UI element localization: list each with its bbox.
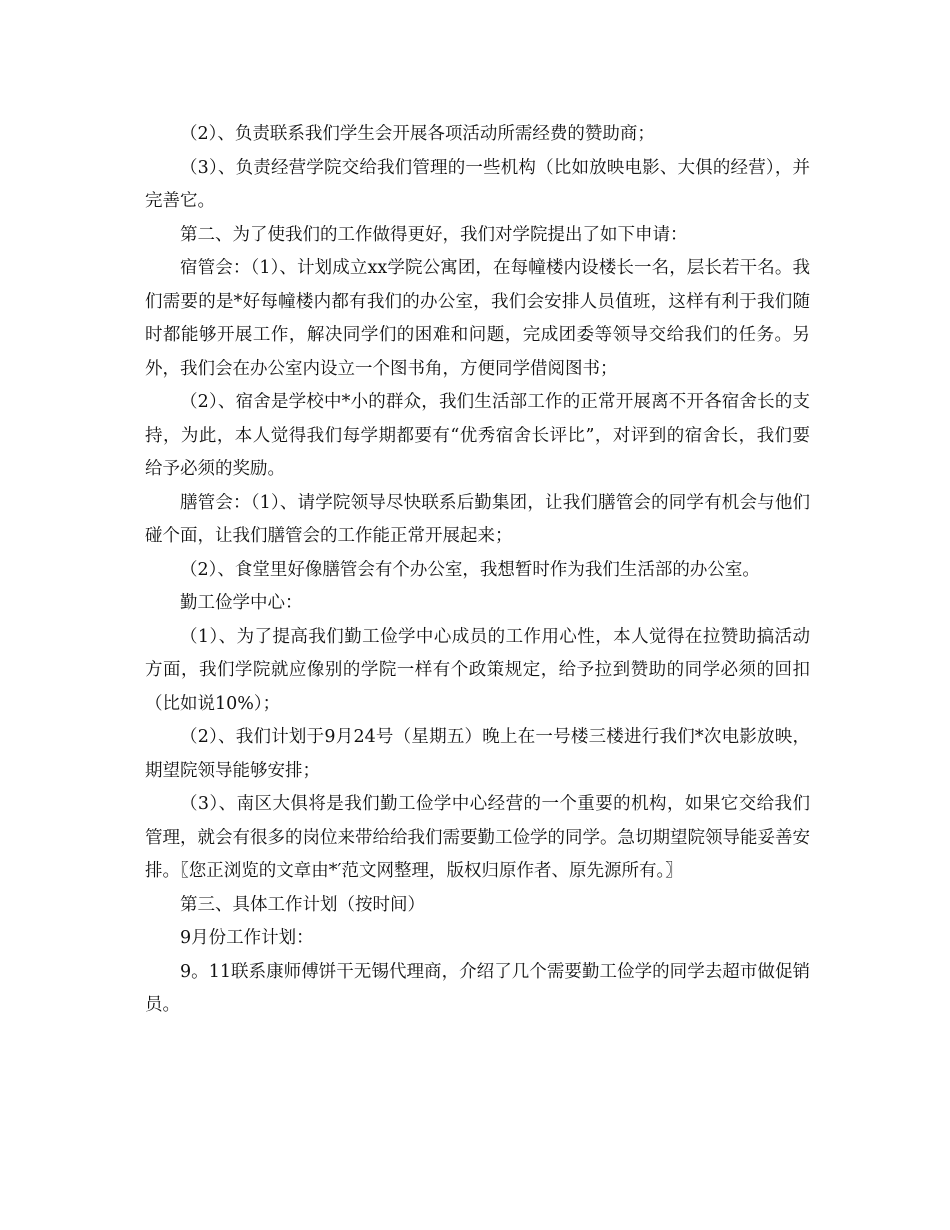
paragraph-section-three-heading: 第三、具体工作计划（按时间） <box>180 894 425 915</box>
paragraph-work-study-1: （1）、为了提高我们勤工俭学中心成员的工作用心性，本人觉得在拉赞助搞活动方面，我们学院就应像别的学院一样有个政策规定，给予拉到赞助的同学必须的回扣（比如说10%）； <box>145 626 810 714</box>
paragraph-section-two-heading: 第二、为了使我们的工作做得更好，我们对学院提出了如下申请： <box>180 224 688 245</box>
paragraph-dining-committee-2: （2）、食堂里好像膳管会有个办公室，我想暂时作为我们生活部的办公室。 <box>180 559 760 580</box>
paragraph-dining-committee-1: 膳管会：（1）、请学院领导尽快联系后勤集团，让我们膳管会的同学有机会与他们碰个面，让我们膳管会的工作能正常开展起来； <box>145 492 810 546</box>
paragraph-work-study-heading: 勤工俭学中心： <box>180 593 303 613</box>
paragraph-dorm-committee-1: 宿管会：（1）、计划成立xx学院公寓团，在每幢楼内设楼长一名，层长若干名。我们需要的是*好每幢楼内都有我们的办公室，我们会安排人员值班，这样有利于我们随时都能够开展工作，解决同学们的困难和问题，完成团委等领导交给我们的任务。另外，我们会在办公室内设立一个图书角，方便同学借阅图书； <box>145 258 810 379</box>
document-body <box>145 118 810 1023</box>
paragraph-september-11-item: 9。11联系康师傅饼干无锡代理商，介绍了几个需要勤工俭学的同学去超市做促销员。 <box>145 961 810 1015</box>
paragraph-sponsor-contact: （2）、负责联系我们学生会开展各项活动所需经费的赞助商； <box>180 124 655 144</box>
paragraph-september-plan-heading: 9月份工作计划： <box>180 928 314 948</box>
paragraph-work-study-2: （2）、我们计划于9月24号（星期五）晚上在一号楼三楼进行我们*次电影放映，期望院领导能够安排； <box>145 727 810 781</box>
paragraph-manage-institutions: （3）、负责经营学院交给我们管理的一些机构（比如放映电影、大俱的经营），并完善它。 <box>145 157 810 211</box>
paragraph-work-study-3: （3）、南区大俱将是我们勤工俭学中心经营的一个重要的机构，如果它交给我们管理，就会有很多的岗位来带给给我们需要勤工俭学的同学。急切期望院领导能妥善安排。〖您正浏览的文章由*′范文网整理，版权归原作者、原先源所有。〗 <box>145 794 810 881</box>
paragraph-dorm-committee-2: （2）、宿舍是学校中*小的群众，我们生活部工作的正常开展离不开各宿舍长的支持，为此，本人觉得我们每学期都要有“优秀宿舍长评比”，对评到的宿舍长，我们要给予必须的奖励。 <box>145 392 810 479</box>
